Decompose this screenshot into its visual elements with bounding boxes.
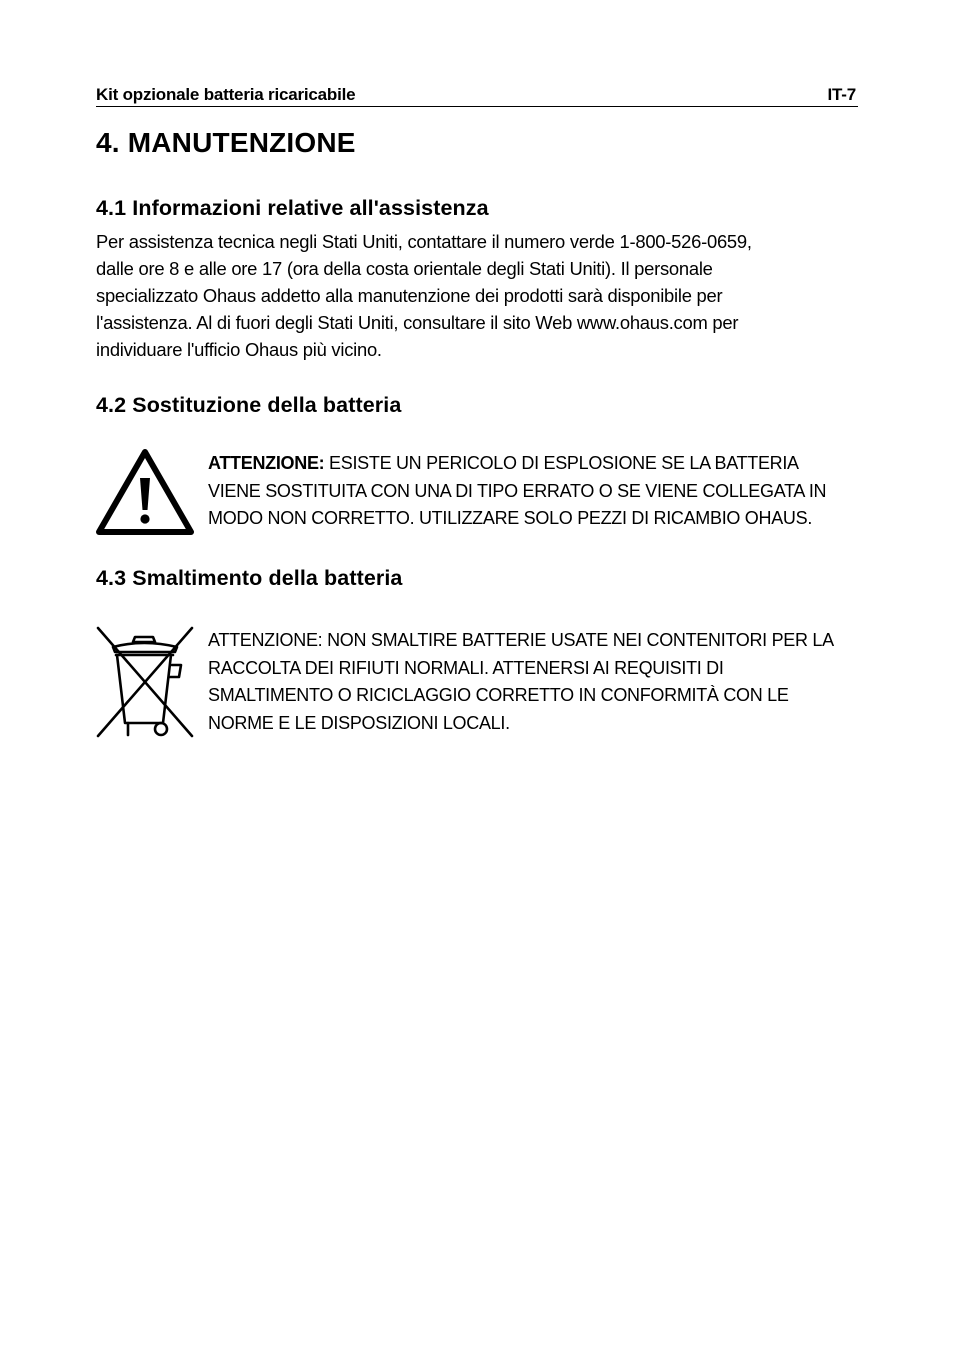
warning-notice bbox=[208, 450, 868, 533]
crossed-out-wheelie-bin-icon bbox=[95, 625, 195, 739]
notice-line: ATTENZIONE: NON SMALTIRE BATTERIE USATE NEI CONTENITORI PER LA bbox=[208, 630, 834, 650]
page-number: IT-7 bbox=[827, 85, 856, 104]
disposal-notice bbox=[208, 627, 868, 737]
body-line: individuare l'ufficio Ohaus più vicino. bbox=[96, 339, 382, 360]
section-title-battery-replacement: 4.2 Sostituzione della batteria bbox=[96, 393, 402, 417]
notice-line: MODO NON CORRETTO. UTILIZZARE SOLO PEZZI DI RICAMBIO OHAUS. bbox=[208, 508, 813, 528]
header-title: Kit opzionale batteria ricaricabile bbox=[96, 85, 356, 104]
section-title-assistance: 4.1 Informazioni relative all'assistenza bbox=[96, 196, 489, 220]
notice-line bbox=[208, 450, 868, 478]
notice-lead: ATTENZIONE: bbox=[208, 453, 325, 473]
warning-triangle-icon bbox=[96, 448, 194, 536]
section-body-assistance bbox=[96, 228, 876, 363]
chapter-title: 4. MANUTENZIONE bbox=[96, 127, 356, 158]
notice-text: ESISTE UN PERICOLO DI ESPLOSIONE SE LA BATTERIA bbox=[324, 453, 799, 473]
notice-line: SMALTIMENTO O RICICLAGGIO CORRETTO IN CONFORMITÀ CON LE bbox=[208, 685, 789, 705]
page-header bbox=[96, 84, 858, 107]
notice-line: NORME E LE DISPOSIZIONI LOCALI. bbox=[208, 712, 510, 733]
notice-line: VIENE SOSTITUITA CON UNA DI TIPO ERRATO O SE VIENE COLLEGATA IN bbox=[208, 480, 827, 501]
body-line: dalle ore 8 e alle ore 17 (ora della costa orientale degli Stati Uniti). Il personale bbox=[96, 258, 713, 279]
notice-line: RACCOLTA DEI RIFIUTI NORMALI. ATTENERSI AI REQUISITI DI bbox=[208, 657, 724, 678]
body-line: l'assistenza. Al di fuori degli Stati Uniti, consultare il sito Web www.ohaus.com per bbox=[96, 312, 739, 333]
body-line: specializzato Ohaus addetto alla manutenzione dei prodotti sarà disponibile per bbox=[96, 285, 723, 306]
section-title-battery-disposal: 4.3 Smaltimento della batteria bbox=[96, 566, 403, 590]
body-line: Per assistenza tecnica negli Stati Uniti, contattare il numero verde 1-800-526-0659, bbox=[96, 231, 752, 252]
